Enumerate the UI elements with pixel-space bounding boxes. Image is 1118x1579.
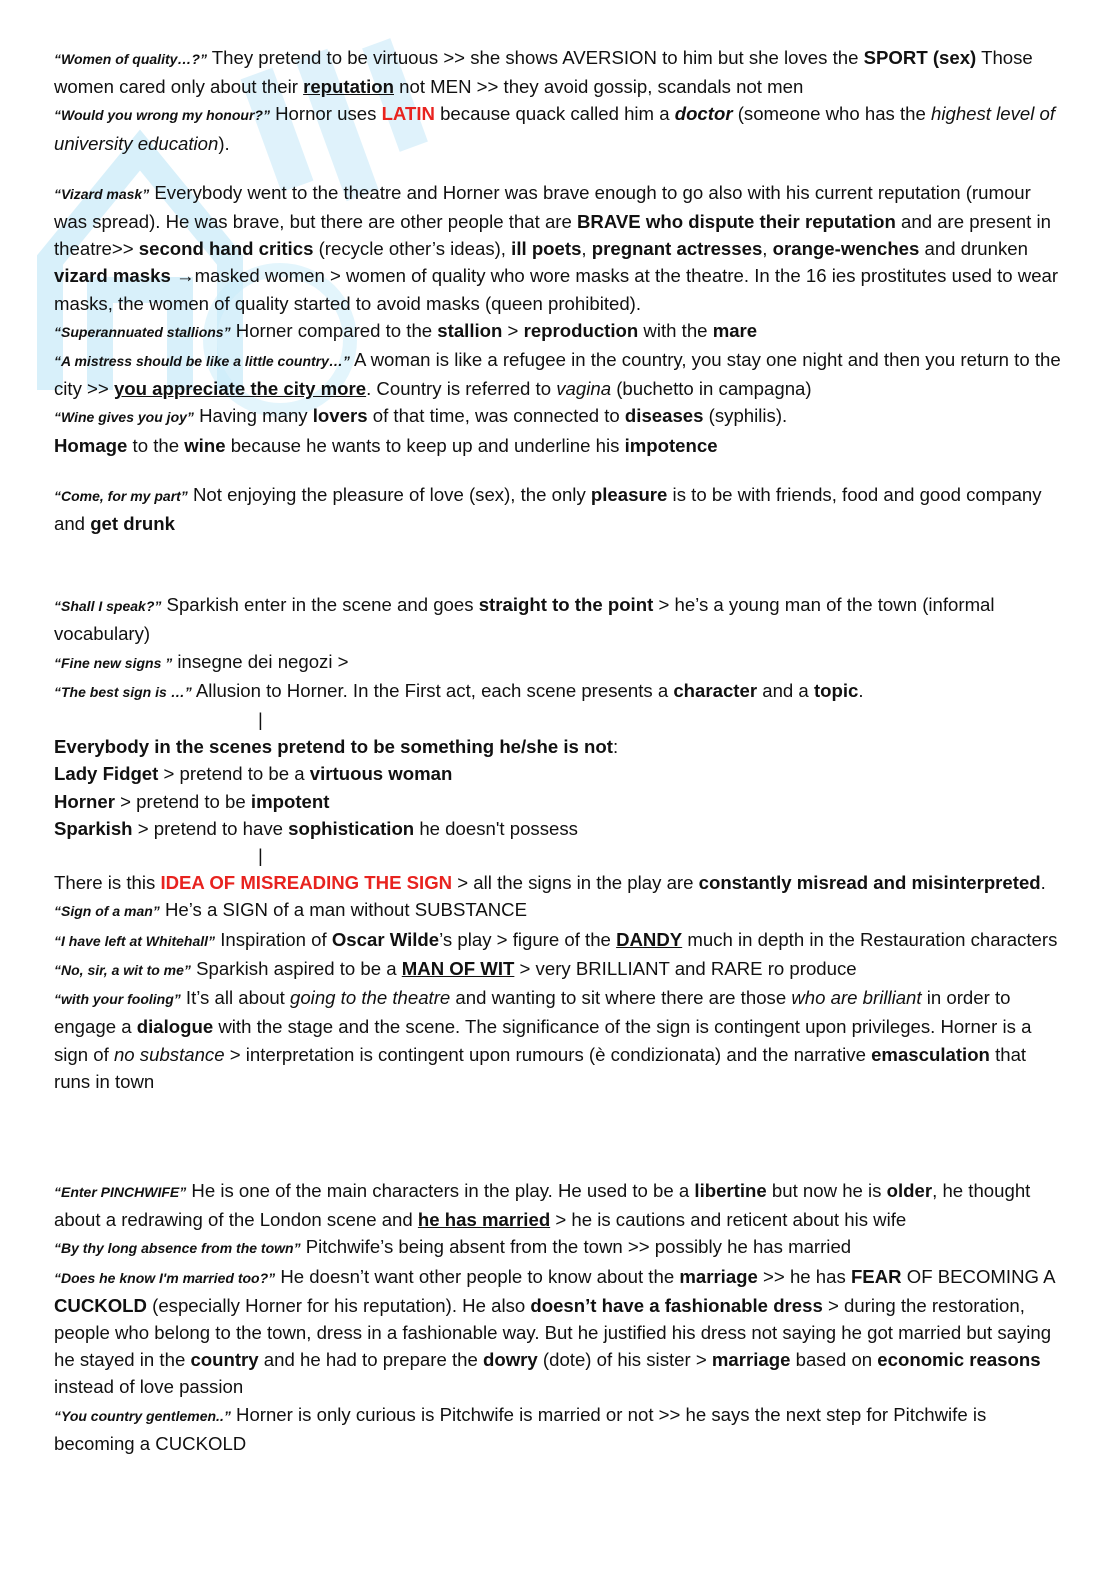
paragraph-gap [54, 459, 1064, 481]
body-text: that runs in town [54, 1043, 1027, 1092]
quote-label: “A mistress should be like a little country…” [54, 353, 350, 370]
body-text: , [762, 238, 773, 260]
paragraph [54, 1401, 1064, 1457]
paragraph [54, 926, 1064, 955]
quote-label: “You country gentlemen..” [54, 1407, 231, 1424]
body-text: Sparkish enter in the scene and goes [161, 594, 479, 616]
bold-text: constantly misread and misinterpreted [698, 872, 1041, 894]
quote-label: “Sign of a man” [54, 903, 160, 920]
highlight-red-text: LATIN [381, 103, 435, 125]
body-text: > pretend to be a [158, 763, 310, 785]
quote-label: “Does he know I'm married too?” [54, 1269, 276, 1286]
paragraph [54, 481, 1064, 537]
body-text: Inspiration of [215, 928, 332, 950]
bold-text: emasculation [871, 1043, 990, 1065]
paragraph [54, 984, 1064, 1095]
bold-text: CUCKOLD [54, 1294, 147, 1316]
bold-text: libertine [694, 1179, 767, 1201]
bold-text: wine [184, 434, 226, 456]
body-text: > he’s a young man of the town (informal vocabulary) [54, 594, 995, 645]
body-text: He is one of the main characters in the play. He used to be a [186, 1179, 695, 1201]
paragraph [54, 815, 1064, 842]
body-text: and are present in theatre>> [54, 211, 1051, 260]
paragraph [54, 432, 1064, 459]
quote-label: “Wine gives you joy” [54, 409, 194, 426]
bold-text: impotence [624, 434, 718, 456]
paragraph [54, 677, 1064, 706]
bold-text: pregnant actresses [591, 238, 763, 260]
bold-text: reproduction [523, 319, 639, 341]
body-text: →masked women > women of quality who wore masks at the theatre. In the 16 ies prostitutes used to wear masks, the women of quality started to avoid masks (queen prohibited). [54, 265, 1059, 314]
underlined-bold-text: he has married [417, 1209, 551, 1231]
paragraph [54, 788, 1064, 815]
bold-text: topic [813, 679, 859, 701]
body-text: : [612, 736, 619, 758]
bold-text: vizard masks [54, 265, 171, 287]
body-text: in order to engage a [54, 987, 1011, 1038]
bold-text: Lady Fidget [54, 763, 159, 785]
body-text: Hornor uses [269, 103, 382, 125]
bold-text: marriage [711, 1349, 791, 1371]
quote-label: “The best sign is …” [54, 683, 192, 700]
bold-text: dialogue [136, 1016, 214, 1038]
body-text: Allusion to Horner. In the First act, each scene presents a [191, 679, 674, 701]
bold-text: Everybody in the scenes pretend to be something he/she is not [54, 736, 613, 758]
body-text: Horner compared to the [230, 319, 438, 341]
body-text: He’s a SIGN of a man without SUBSTANCE [159, 899, 527, 921]
body-text: with the stage and the scene. The significance of the sign is contingent upon privileges. Horner is a sign of [54, 1016, 1032, 1065]
body-text: They pretend to be virtuous >> she shows AVERSION to him but she loves the [206, 47, 864, 68]
bold-text: stallion [437, 319, 503, 341]
body-text: Those women cared only about their [54, 47, 1033, 98]
body-text: ’s play > figure of the [439, 928, 617, 950]
body-text: and wanting to sit where there are those [450, 987, 792, 1009]
bold-text: straight to the point [478, 594, 654, 616]
body-text: with the [638, 319, 713, 341]
body-text: not MEN >> they avoid gossip, scandals not men [394, 76, 804, 98]
body-text: > pretend to have [132, 817, 289, 839]
highlight-red-text: IDEA OF MISREADING THE SIGN [160, 872, 453, 894]
body-text: > he is cautions and reticent about his wife [550, 1209, 907, 1231]
quote-label: “Enter PINCHWIFE” [54, 1183, 187, 1200]
bold-text: impotent [250, 790, 330, 812]
paragraph [54, 955, 1064, 984]
body-text: > all the signs in the play are [452, 872, 699, 894]
quote-label: “Vizard mask” [54, 185, 150, 202]
connector-bar: | [258, 845, 263, 867]
bold-text: orange-wenches [772, 238, 920, 260]
body-text: > interpretation is contingent upon rumours (è condizionata) and the narrative [224, 1043, 872, 1065]
body-text: to the [127, 434, 185, 456]
bold-text: get drunk [90, 513, 175, 535]
quote-label: “No, sir, a wit to me” [54, 961, 191, 978]
quote-label: “Superannuated stallions” [54, 323, 231, 340]
body-text: ). [218, 132, 230, 154]
bold-text: SPORT (sex) [863, 47, 977, 68]
bold-text: FEAR [850, 1265, 902, 1287]
body-text: > pretend to be [114, 790, 251, 812]
paragraph [54, 402, 1064, 431]
body-text: It’s all about [180, 987, 290, 1009]
paragraph-gap [54, 1095, 1064, 1177]
body-text: There is this [54, 872, 161, 894]
body-text: Everybody went to the theatre and Horner was brave enough to go also with his current reputation (rumour was spread). He was brave, but there are other people that are [54, 181, 1031, 233]
body-text: , [581, 238, 592, 260]
quote-label: “Would you wrong my honour?” [54, 107, 270, 124]
paragraph [54, 44, 1064, 100]
paragraph [54, 648, 1064, 677]
body-text: of that time, was connected to [367, 405, 625, 427]
body-text: (dote) of his sister > [537, 1349, 712, 1371]
body-text: . [1040, 872, 1046, 894]
notes-text [54, 44, 1064, 1457]
body-text: Not enjoying the pleasure of love (sex), the only [187, 483, 591, 505]
bold-text: marriage [679, 1265, 758, 1287]
bold-text: pleasure [590, 483, 668, 505]
body-text: (syphilis). [703, 405, 788, 427]
bold-text: diseases [624, 405, 704, 427]
paragraph [54, 760, 1064, 787]
body-text: (recycle other’s ideas), [313, 238, 512, 260]
body-text: and he had to prepare the [258, 1349, 483, 1371]
body-text: , he thought about a redrawing of the London scene and [54, 1179, 1031, 1231]
quote-label: “Come, for my part” [54, 487, 188, 504]
body-text: is to be with friends, food and good company and [54, 483, 1042, 535]
paragraph [54, 317, 1064, 346]
italic-text: vagina [556, 378, 612, 400]
body-text: . [858, 679, 864, 701]
bold-text: country [190, 1349, 259, 1371]
body-text: Horner is only curious is Pitchwife is married or not >> he says the next step for Pitchwife is becoming a CUCKOLD [54, 1403, 987, 1454]
body-text: and drunken [919, 238, 1028, 260]
bold-text: dowry [482, 1349, 538, 1371]
underlined-bold-text: DANDY [616, 928, 683, 950]
body-text: > [502, 319, 524, 341]
italic-text: no substance [113, 1043, 225, 1065]
paragraph-gap [54, 157, 1064, 179]
bold-text: mare [712, 319, 758, 341]
body-text: Sparkish aspired to be a [190, 957, 402, 979]
paragraph [54, 591, 1064, 647]
body-text: Pitchwife’s being absent from the town >> possibly he has married [300, 1236, 852, 1258]
quote-label: “By thy long absence from the town” [54, 1240, 301, 1257]
bold-text: Homage [54, 434, 128, 456]
bold-text: virtuous woman [309, 763, 453, 785]
bold-italic-text: doctor [674, 103, 733, 125]
quote-label: “I have left at Whitehall” [54, 932, 216, 949]
body-text: because he wants to keep up and underline his [225, 434, 625, 456]
quote-label: “with your fooling” [54, 991, 181, 1008]
italic-text: highest level of university education [54, 103, 1056, 154]
body-text: (buchetto in campagna) [611, 378, 812, 400]
body-text: (especially Horner for his reputation). He also [146, 1294, 531, 1316]
body-text: insegne dei negozi > [172, 650, 349, 672]
bold-text: older [886, 1179, 933, 1201]
body-text: instead of love passion [54, 1376, 244, 1398]
italic-text: who are brilliant [791, 987, 922, 1009]
body-text: based on [790, 1349, 878, 1371]
paragraph [54, 706, 1064, 733]
body-text: A woman is like a refugee in the country, you stay one night and then you return to the city >> [54, 349, 1061, 400]
body-text: much in depth in the Restauration characters [682, 928, 1058, 950]
bold-text: sophistication [288, 817, 415, 839]
bold-text: Sparkish [54, 817, 133, 839]
paragraph [54, 1263, 1064, 1401]
paragraph [54, 869, 1064, 896]
bold-text: Oscar Wilde [331, 928, 440, 950]
underlined-bold-text: you appreciate the city more [113, 378, 367, 400]
quote-label: “Fine new signs ” [54, 654, 173, 671]
body-text: and a [757, 679, 814, 701]
paragraph [54, 100, 1064, 156]
body-text: > very BRILLIANT and RARE ro produce [514, 957, 857, 979]
bold-text: doesn’t have a fashionable dress [530, 1294, 823, 1316]
bold-text: second hand critics [138, 238, 314, 260]
bold-text: Horner [54, 790, 115, 812]
body-text: (someone who has the [732, 103, 932, 125]
bold-text: character [673, 679, 758, 701]
body-text: He doesn’t want other people to know about the [275, 1265, 680, 1287]
body-text: >> he has [757, 1265, 851, 1287]
italic-text: going to the theatre [290, 987, 451, 1009]
paragraph [54, 733, 1064, 760]
paragraph [54, 1177, 1064, 1233]
underlined-bold-text: reputation [303, 76, 394, 98]
quote-label: “Shall I speak?” [54, 598, 162, 615]
quote-label: “Women of quality…?” [54, 51, 207, 67]
bold-text: BRAVE who dispute their reputation [577, 211, 896, 233]
paragraph [54, 179, 1064, 317]
connector-bar: | [258, 709, 263, 731]
paragraph [54, 1233, 1064, 1262]
body-text: . Country is referred to [366, 378, 557, 400]
body-text: but now he is [766, 1179, 887, 1201]
bold-text: ill poets [511, 238, 582, 260]
paragraph-gap [54, 537, 1064, 591]
body-text: he doesn't possess [414, 817, 578, 839]
body-text: Having many [193, 405, 313, 427]
body-text: because quack called him a [434, 103, 675, 125]
body-text: > during the restoration, people who belong to the town, dress in a fashionable way. But he justified his dress not saying he got married but saying he stayed in the [54, 1294, 1052, 1371]
paragraph [54, 346, 1064, 402]
paragraph [54, 896, 1064, 925]
underlined-bold-text: MAN OF WIT [401, 957, 515, 979]
body-text: OF BECOMING A [901, 1265, 1055, 1287]
bold-text: economic reasons [877, 1349, 1041, 1371]
bold-text: lovers [312, 405, 368, 427]
paragraph [54, 842, 1064, 869]
